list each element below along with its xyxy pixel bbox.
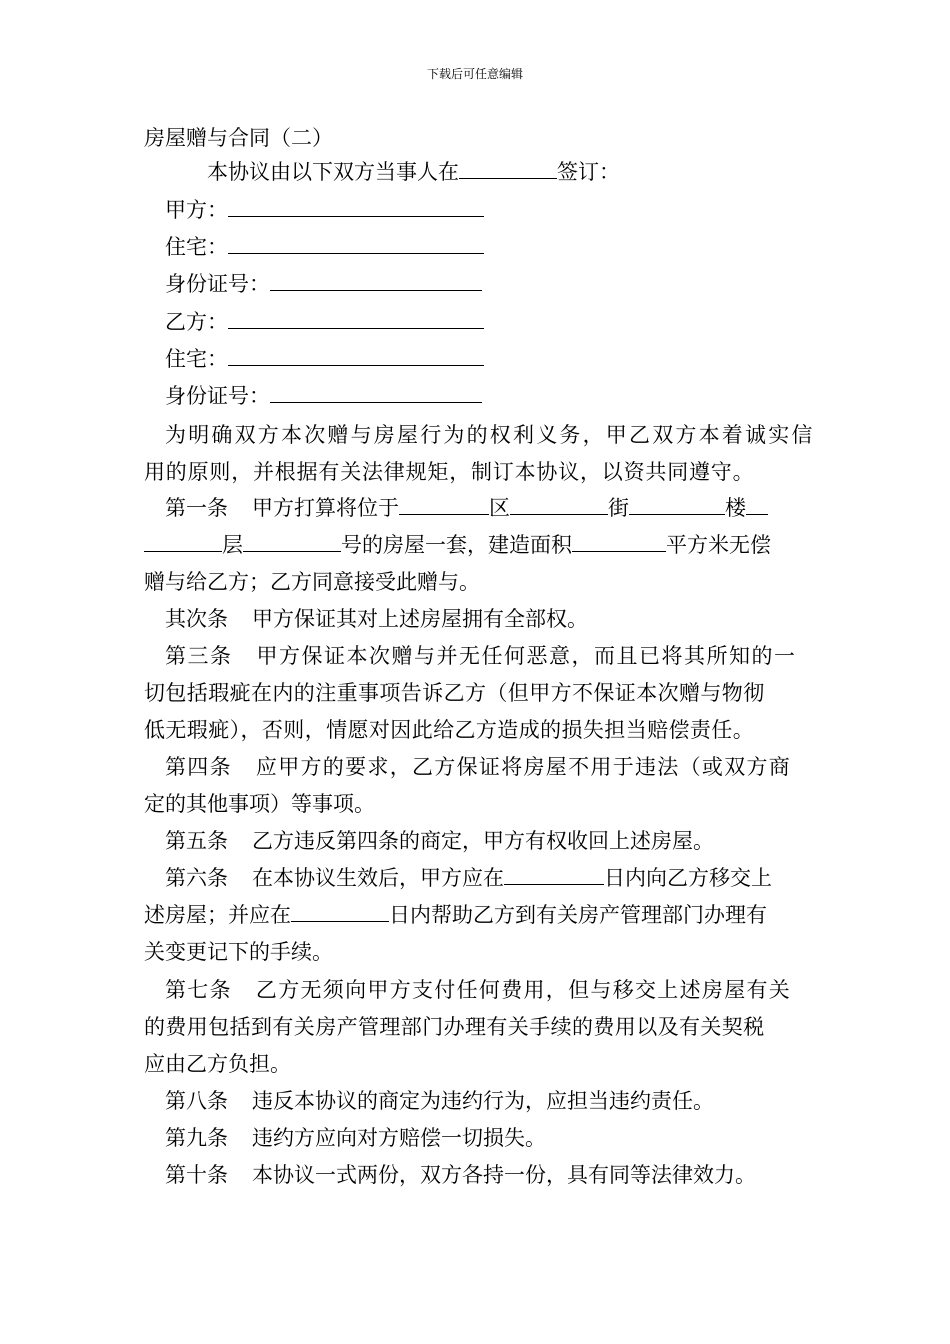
purpose-line-2: 用的原则，并根据有关法律规矩，制订本协议，以资共同遵守。 xyxy=(144,460,755,484)
blank-party-b-id xyxy=(270,384,482,403)
blank-sign-place xyxy=(459,160,557,179)
article-2: 其次条 甲方保证其对上述房屋拥有全部权。 xyxy=(165,607,588,631)
party-b-residence-line: 住宅： xyxy=(165,345,484,373)
article-9: 第九条 违约方应向对方赔偿一切损失。 xyxy=(165,1126,546,1150)
article-4-line-1: 第四条 应甲方的要求，乙方保证将房屋不用于违法（或双方商 xyxy=(165,755,792,779)
blank-building-floor-a xyxy=(746,496,768,515)
party-b-line: 乙方： xyxy=(165,308,484,336)
blank-assist-days xyxy=(291,903,389,922)
article-4-line-2: 定的其他事项）等事项。 xyxy=(144,792,375,816)
article-8: 第八条 违反本协议的商定为违约行为，应担当违约责任。 xyxy=(165,1089,714,1113)
article-3-line-3: 低无瑕疵），否则，情愿对因此给乙方造成的损失担当赔偿责任。 xyxy=(144,718,755,742)
article-1-line-1: 第一条 甲方打算将位于 区 街 楼 xyxy=(165,494,768,522)
article-3-line-2: 切包括瑕疵在内的注重事项告诉乙方（但甲方不保证本次赠与物彻 xyxy=(144,681,765,705)
article-5: 第五条 乙方违反第四条的商定，甲方有权收回上述房屋。 xyxy=(165,829,714,853)
blank-street xyxy=(510,496,608,515)
purpose-line-1: 为明确双方本次赠与房屋行为的权利义务，甲乙双方本着诚实信 xyxy=(165,423,815,447)
article-6-line-1: 第六条 在本协议生效后，甲方应在 日内向乙方移交上 xyxy=(165,866,772,890)
blank-party-a-id xyxy=(270,272,482,291)
party-a-id-line: 身份证号： xyxy=(165,270,482,298)
article-1-line-3: 赠与给乙方；乙方同意接受此赠与。 xyxy=(144,570,480,594)
blank-party-b xyxy=(228,310,484,329)
blank-party-b-residence xyxy=(228,347,484,366)
article-1-line-2: 层 号的房屋一套，建造面积 平方米无偿 xyxy=(144,531,771,559)
page-header: 下载后可任意编辑 xyxy=(426,67,523,81)
blank-floor xyxy=(144,533,222,552)
article-10: 第十条 本协议一式两份，双方各持一份，具有同等法律效力。 xyxy=(165,1163,756,1187)
party-b-id-line: 身份证号： xyxy=(165,382,482,410)
party-a-line: 甲方： xyxy=(165,196,484,224)
blank-building xyxy=(629,496,725,515)
blank-handover-days xyxy=(504,866,604,885)
blank-party-a xyxy=(228,198,484,217)
blank-number xyxy=(243,533,341,552)
article-3-line-1: 第三条 甲方保证本次赠与并无任何恶意，而且已将其所知的一 xyxy=(165,644,797,668)
article-6-line-2: 述房屋；并应在 日内帮助乙方到有关房产管理部门办理有 xyxy=(144,903,767,927)
blank-party-a-residence xyxy=(228,235,484,254)
party-a-residence-line: 住宅： xyxy=(165,233,484,261)
document-title: 房屋赠与合同（二） xyxy=(144,126,333,150)
article-7-line-3: 应由乙方负担。 xyxy=(144,1052,291,1076)
blank-area xyxy=(572,533,666,552)
article-6-line-3: 关变更记下的手续。 xyxy=(144,940,333,964)
intro-line: 本协议由以下双方当事人在 签订： xyxy=(207,160,620,184)
blank-district xyxy=(399,496,489,515)
article-7-line-1: 第七条 乙方无须向甲方支付任何费用，但与移交上述房屋有关 xyxy=(165,978,792,1002)
article-7-line-2: 的费用包括到有关房产管理部门办理有关手续的费用以及有关契税 xyxy=(144,1015,765,1039)
